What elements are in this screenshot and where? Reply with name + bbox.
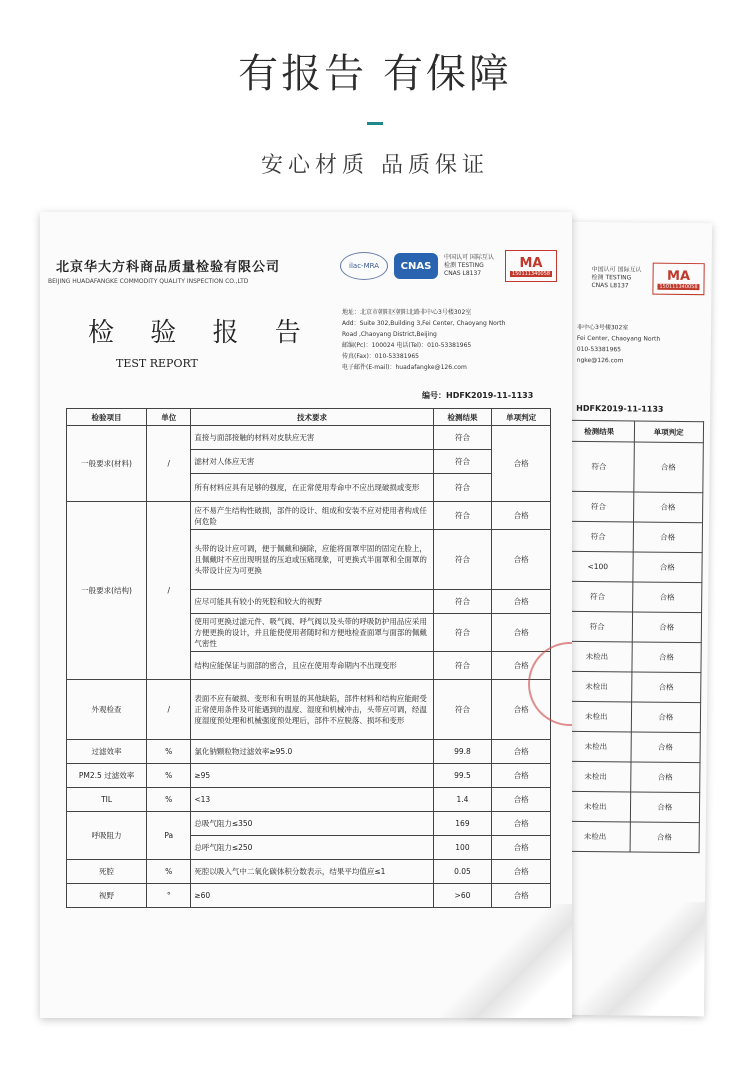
- verdict-cell: 合格: [492, 680, 551, 740]
- back-column-header: 检测结果: [564, 420, 634, 442]
- address-line: 邮编(Pc)：100024 电话(Tel)：010-53381965: [342, 342, 472, 349]
- requirement-cell: 使用可更换过滤元件、吸气阀、呼气阀以及头带的呼吸防护用品应采用方便更换的设计，并且能使使用者随时和方便地检查面罩与面部的佩戴气密性: [191, 614, 433, 652]
- verdict-cell: 合格: [492, 652, 551, 680]
- report-title-en: TEST REPORT: [116, 357, 198, 370]
- back-cert-text: 中国认可 国际互认 检测 TESTING CNAS L8137: [591, 266, 642, 290]
- back-table-row: [560, 821, 699, 852]
- requirement-cell: 滤材对人体应无害: [191, 450, 433, 474]
- back-page-curl: [560, 901, 711, 1017]
- report-title: 检 验 报 告: [88, 318, 315, 348]
- back-table-row: [563, 551, 702, 582]
- back-table-row: [561, 731, 700, 762]
- back-result-cell: 符合: [564, 491, 634, 522]
- requirement-cell: 直接与面部接触的材料对皮肤应无害: [191, 426, 433, 450]
- verdict-cell: 合格: [492, 860, 551, 884]
- back-ma-logo: [652, 263, 704, 296]
- verdict-cell: 合格: [492, 764, 551, 788]
- table-row: [67, 426, 551, 450]
- result-cell: 符合: [433, 680, 492, 740]
- report-number: 编号：HDFK2019-11-1133: [422, 391, 534, 400]
- unit-cell: Pa: [147, 812, 191, 860]
- verdict-cell: 合格: [492, 812, 551, 836]
- item-cell: 一般要求(材料): [67, 426, 147, 502]
- back-verdict-cell: 合格: [632, 612, 702, 643]
- back-ma-mark: MA: [667, 268, 691, 284]
- requirement-cell: <13: [191, 788, 433, 812]
- verdict-cell: 合格: [492, 836, 551, 860]
- lab-address: [342, 307, 562, 373]
- back-address-line: 010-53381965: [576, 345, 622, 354]
- back-table-row: [561, 701, 700, 732]
- item-cell: 死腔: [67, 860, 147, 884]
- unit-cell: /: [147, 502, 191, 680]
- back-table-row: [562, 611, 701, 642]
- requirement-cell: ≥60: [191, 884, 433, 908]
- column-header: 单位: [147, 409, 191, 426]
- requirement-cell: 死腔以吸入气中二氧化碳体积分数表示，结果平均值应≤1: [191, 860, 433, 884]
- back-logos: [591, 262, 704, 295]
- back-result-cell: 未检出: [561, 731, 631, 762]
- requirement-cell: 氯化钠颗粒物过滤效率≥95.0: [191, 740, 433, 764]
- org-name-en: BEIJING HUADAFANGKE COMMODITY QUALITY INSPECTION CO.,LTD: [48, 278, 249, 285]
- unit-cell: %: [147, 764, 191, 788]
- ma-mark: MA: [519, 255, 543, 271]
- back-result-cell: 符合: [564, 441, 634, 492]
- inspection-table: [66, 408, 551, 908]
- back-verdict-cell: 合格: [631, 702, 701, 733]
- back-verdict-cell: 合格: [633, 442, 703, 493]
- cnas-logo: CNAS: [394, 253, 438, 279]
- result-cell: >60: [433, 884, 492, 908]
- back-result-cell: 未检出: [562, 671, 632, 702]
- table-row: [67, 502, 551, 530]
- back-table-row: [563, 581, 702, 612]
- back-table-row: [562, 671, 701, 702]
- item-cell: TIL: [67, 788, 147, 812]
- unit-cell: %: [147, 860, 191, 884]
- back-result-cell: 符合: [563, 581, 633, 612]
- result-cell: 100: [433, 836, 492, 860]
- back-verdict-cell: 合格: [633, 522, 703, 553]
- verdict-cell: 合格: [492, 590, 551, 614]
- address-line: Road ,Chaoyang District,Beijing: [342, 331, 437, 338]
- back-result-cell: 符合: [562, 611, 632, 642]
- page-subtitle: 安心材质 品质保证: [261, 153, 489, 178]
- address-line: Add：Suite 302,Building 3,Fei Center, Chaoyang North: [342, 320, 506, 327]
- verdict-cell: 合格: [492, 788, 551, 812]
- cert-text: 中国认可 国际互认 检测 TESTING CNAS L8137: [444, 254, 494, 277]
- table-row: [67, 812, 551, 836]
- result-cell: 符合: [433, 590, 492, 614]
- back-report-number: HDFK2019-11-1133: [576, 403, 664, 414]
- back-result-cell: 未检出: [560, 821, 630, 852]
- title-divider: [367, 122, 383, 125]
- item-cell: 一般要求(结构): [67, 502, 147, 680]
- address-line: 电子邮件(E-mail)：huadafangke@126.com: [342, 364, 467, 371]
- table-row: [67, 764, 551, 788]
- back-table-row: [562, 641, 701, 672]
- table-row: [67, 740, 551, 764]
- result-cell: 99.5: [433, 764, 492, 788]
- certification-logos: [340, 250, 557, 282]
- back-table-row: [564, 491, 703, 522]
- result-cell: 符合: [433, 450, 492, 474]
- address-line: 传真(Fax)：010-53381965: [342, 353, 419, 360]
- back-column-header: 单项判定: [634, 421, 704, 443]
- back-verdict-cell: 合格: [632, 552, 702, 583]
- requirement-cell: 所有材料应具有足够的强度，在正常使用寿命中不应出现破损或变形: [191, 474, 433, 502]
- requirement-cell: 应尽可能具有较小的死腔和较大的视野: [191, 590, 433, 614]
- requirement-cell: 头带的设计应可调，便于佩戴和摘除，应能将面罩牢固的固定在脸上，且佩戴时不应出现明显的压迫或压痛现象，可更换式半面罩和全面罩的头带设计应为可更换: [191, 530, 433, 590]
- result-cell: 99.8: [433, 740, 492, 764]
- table-row: [67, 680, 551, 740]
- unit-cell: %: [147, 788, 191, 812]
- result-cell: 169: [433, 812, 492, 836]
- ma-logo: [505, 250, 557, 282]
- back-ma-number: 150111340058: [659, 283, 698, 290]
- column-header: 单项判定: [492, 409, 551, 426]
- result-cell: 1.4: [433, 788, 492, 812]
- item-cell: 视野: [67, 884, 147, 908]
- front-report-sheet: [40, 212, 572, 1018]
- result-cell: 符合: [433, 614, 492, 652]
- table-row: [67, 884, 551, 908]
- unit-cell: /: [147, 680, 191, 740]
- unit-cell: %: [147, 740, 191, 764]
- back-verdict-cell: 合格: [630, 762, 700, 793]
- back-table-row: [564, 441, 704, 492]
- back-result-cell: 未检出: [560, 791, 630, 822]
- unit-cell: °: [147, 884, 191, 908]
- verdict-cell: 合格: [492, 740, 551, 764]
- column-header: 技术要求: [191, 409, 433, 426]
- back-address-line: ngke@126.com: [576, 356, 624, 365]
- back-verdict-cell: 合格: [633, 492, 703, 523]
- verdict-cell: 合格: [492, 426, 551, 502]
- back-verdict-cell: 合格: [630, 822, 700, 853]
- back-result-cell: 未检出: [561, 761, 631, 792]
- ilac-logo: ilac-MRA: [340, 252, 388, 280]
- result-cell: 符合: [433, 652, 492, 680]
- requirement-cell: 总吸气阻力≤350: [191, 812, 433, 836]
- table-row: [67, 788, 551, 812]
- back-table-row: [560, 791, 699, 822]
- org-name: 北京华大方科商品质量检验有限公司: [56, 260, 281, 275]
- verdict-cell: 合格: [492, 614, 551, 652]
- item-cell: 外观检查: [67, 680, 147, 740]
- requirement-cell: 总呼气阻力≤250: [191, 836, 433, 860]
- requirement-cell: ≥95: [191, 764, 433, 788]
- page-curl: [428, 904, 572, 1018]
- back-result-cell: <100: [563, 551, 633, 582]
- back-address: [577, 322, 661, 367]
- back-result-cell: 未检出: [562, 641, 632, 672]
- column-header: 检测结果: [433, 409, 492, 426]
- verdict-cell: 合格: [492, 884, 551, 908]
- back-table: [560, 420, 705, 853]
- result-cell: 符合: [433, 474, 492, 502]
- column-header: 检验项目: [67, 409, 147, 426]
- page-title: 有报告 有保障: [238, 51, 512, 97]
- back-address-line: 非中心3号楼302室: [577, 323, 629, 332]
- back-verdict-cell: 合格: [631, 642, 701, 673]
- item-cell: 呼吸阻力: [67, 812, 147, 860]
- requirement-cell: 应不易产生结构性破损，部件的设计、组成和安装不应对使用者构成任何危险: [191, 502, 433, 530]
- result-cell: 符合: [433, 530, 492, 590]
- address-line: 地址：北京市朝阳区朝阳北路非中心3号楼302室: [342, 309, 472, 316]
- back-address-line: Fei Center, Chaoyang North: [576, 334, 661, 343]
- result-cell: 0.05: [433, 860, 492, 884]
- back-verdict-cell: 合格: [631, 732, 701, 763]
- back-table-row: [561, 761, 700, 792]
- back-verdict-cell: 合格: [631, 672, 701, 703]
- back-verdict-cell: 合格: [632, 582, 702, 613]
- ma-number: 150111340058: [511, 270, 551, 277]
- back-verdict-cell: 合格: [630, 792, 700, 823]
- unit-cell: /: [147, 426, 191, 502]
- verdict-cell: 合格: [492, 502, 551, 530]
- back-result-cell: 符合: [563, 521, 633, 552]
- back-table-row: [563, 521, 702, 552]
- item-cell: 过滤效率: [67, 740, 147, 764]
- requirement-cell: 表面不应有破损、变形和有明显的其他缺陷，部件材料和结构应能耐受正常使用条件及可能遇到的温度、湿度和机械冲击，头带应可调，经温度湿度预处理和机械强度预处理后，部件不应脱落、损坏和变形: [191, 680, 433, 740]
- result-cell: 符合: [433, 426, 492, 450]
- table-row: [67, 860, 551, 884]
- verdict-cell: 合格: [492, 530, 551, 590]
- back-result-cell: 未检出: [561, 701, 631, 732]
- result-cell: 符合: [433, 502, 492, 530]
- item-cell: PM2.5 过滤效率: [67, 764, 147, 788]
- requirement-cell: 结构应能保证与面部的密合，且应在使用寿命期内不出现变形: [191, 652, 433, 680]
